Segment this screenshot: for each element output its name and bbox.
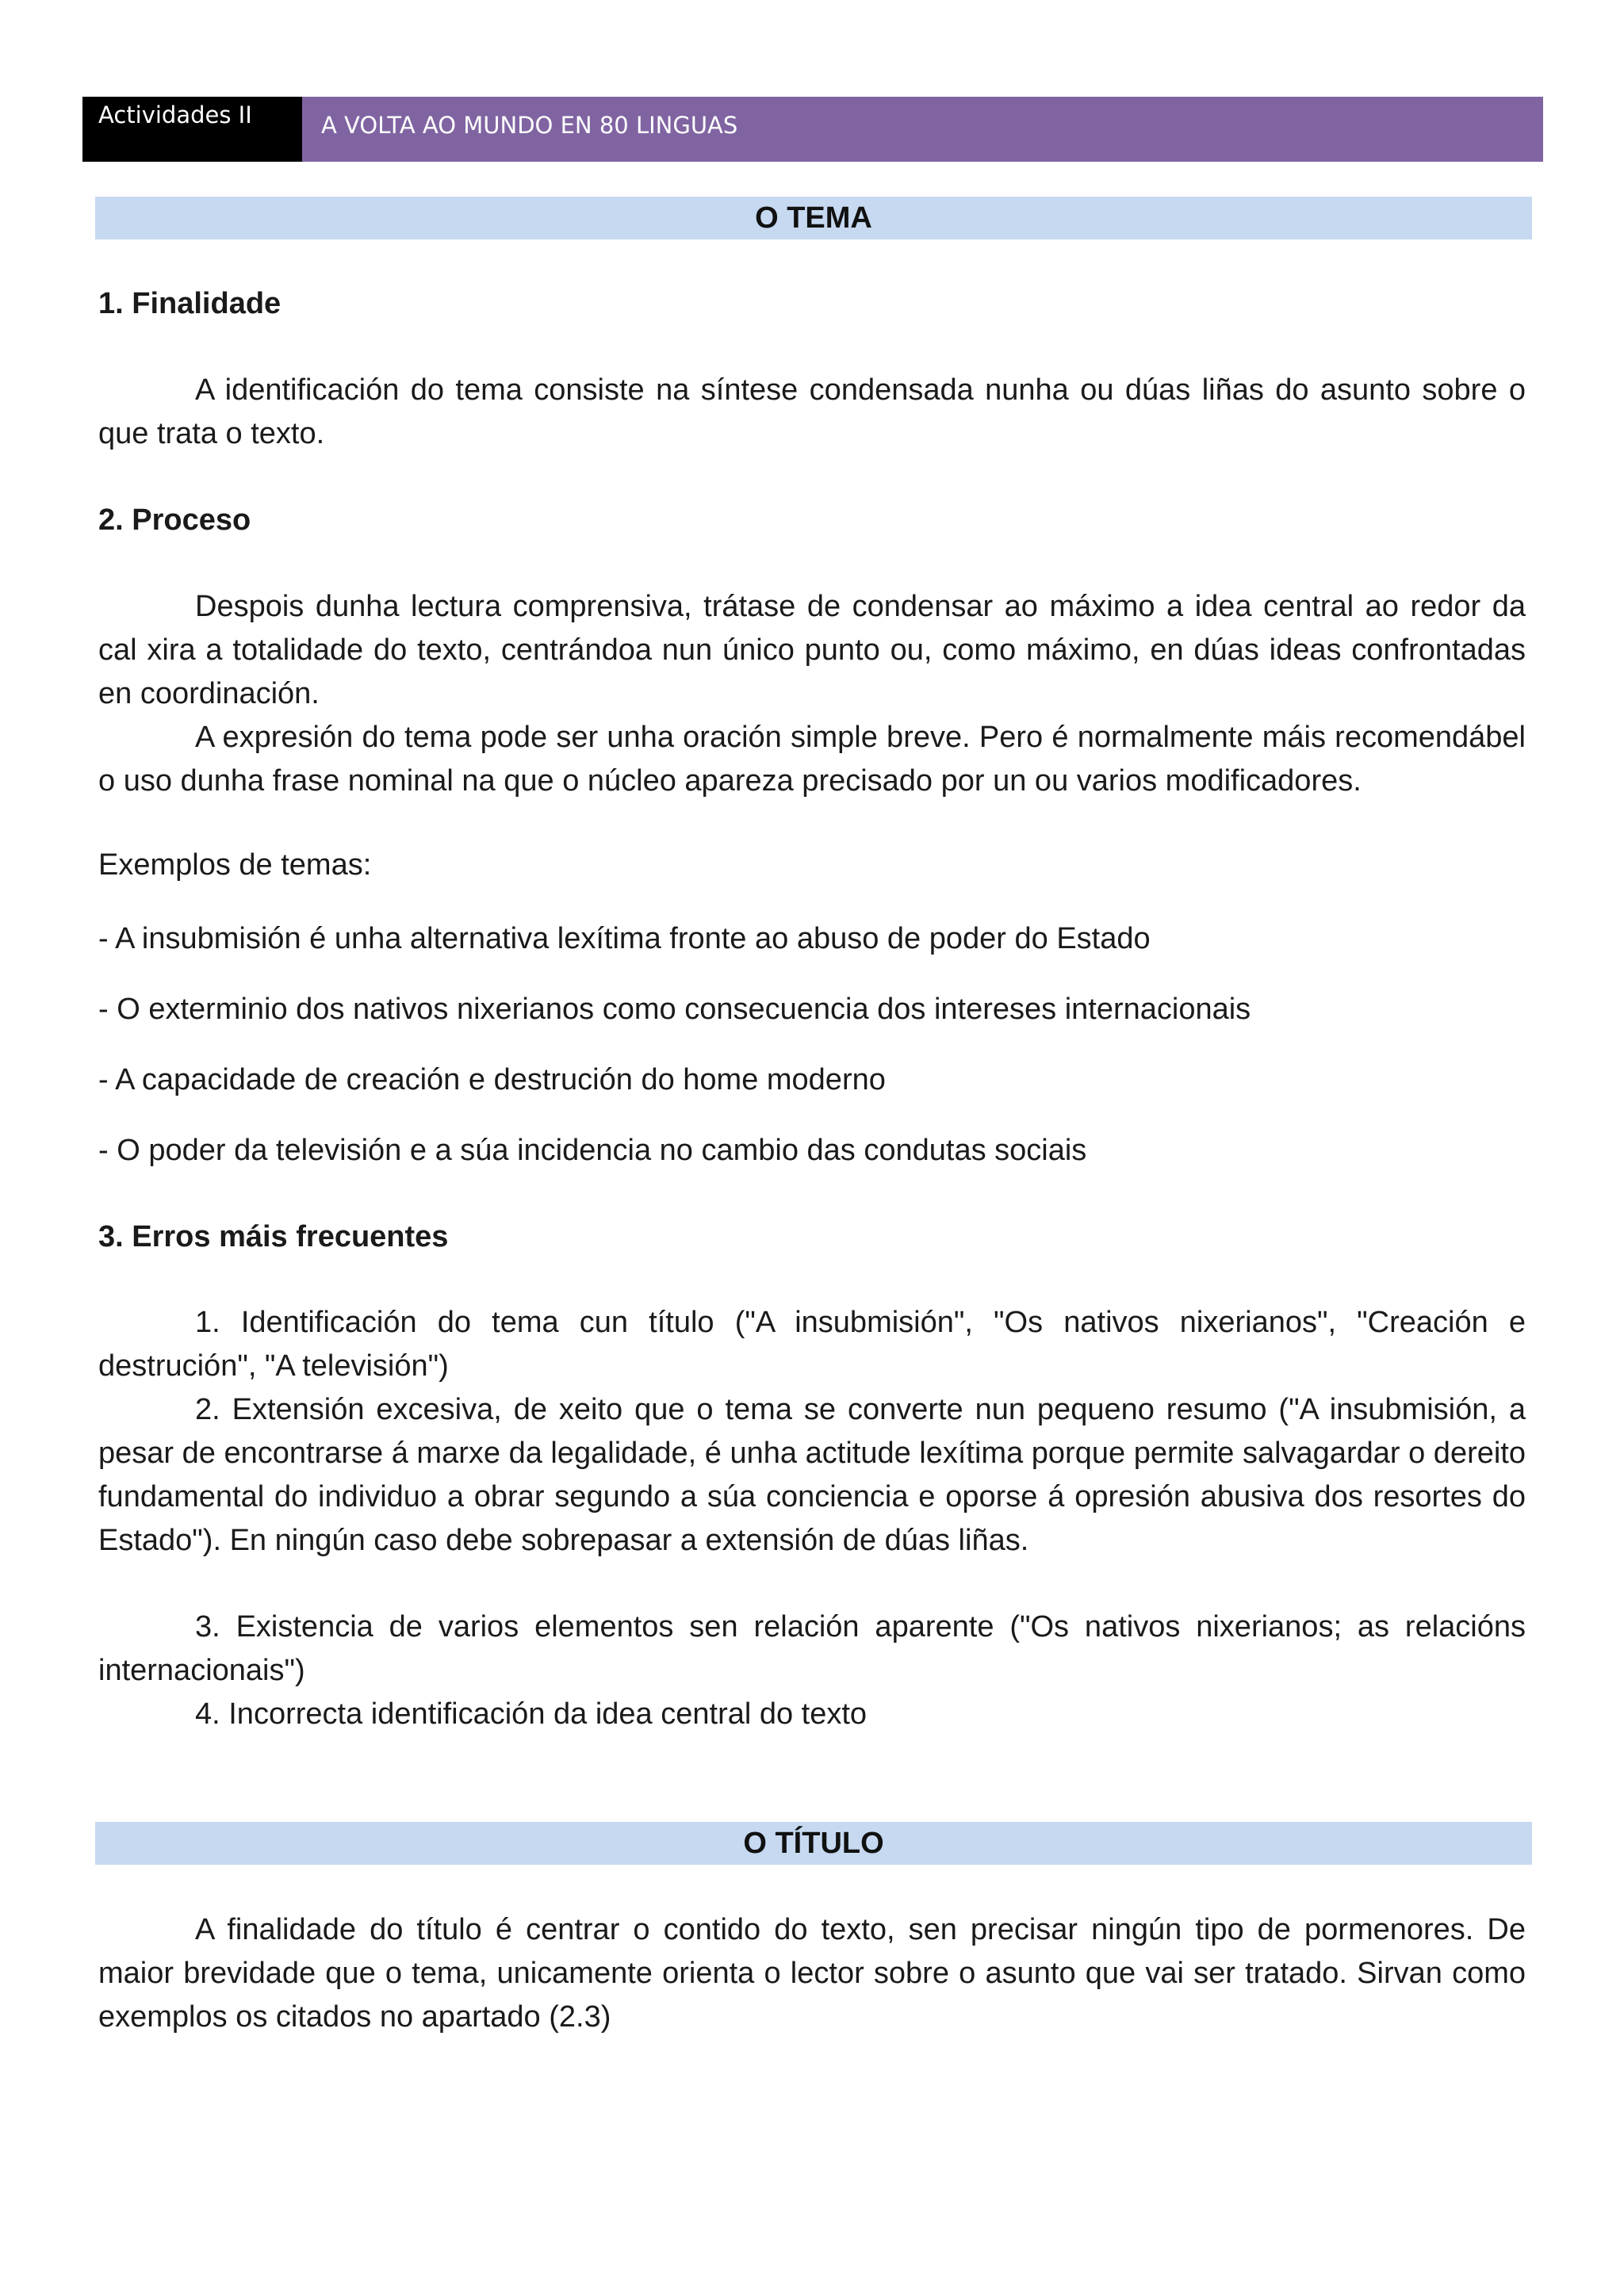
header-series-title: A VOLTA AO MUNDO EN 80 LINGUAS <box>302 97 1543 162</box>
example-item: - A capacidade de creación e destrución do home moderno <box>98 1063 886 1096</box>
examples-label: Exemplos de temas: <box>98 848 372 882</box>
section-title-tema: O TEMA <box>95 197 1532 239</box>
proceso-paragraph-1: Despois dunha lectura comprensiva, trátase de condensar ao máximo a idea central ao redor da cal xira a totalidade do texto, centrándoa nun único punto ou, como máximo, en dúas ideas confrontadas en coordinación. <box>98 590 1526 710</box>
erro-item-2: 2. Extensión excesiva, de xeito que o tema se converte nun pequeno resumo ("A insubmisión, a pesar de encontrarse á marxe da legalidade, é unha actitude lexítima porque permite salvagardar o dereito fundamental do individuo a obrar segundo a súa conciencia e oporse á opresión abusiva dos resortes do Estado"). En ningún caso debe sobrepasar a extensión de dúas liñas. <box>98 1393 1526 1557</box>
example-item: - O poder da televisión e a súa incidencia no cambio das condutas sociais <box>98 1134 1087 1167</box>
heading-finalidade: 1. Finalidade <box>98 287 282 320</box>
heading-erros: 3. Erros máis frecuentes <box>98 1220 449 1253</box>
erro-item-4: 4. Incorrecta identificación da idea central do texto <box>195 1697 868 1731</box>
finalidade-paragraph: A identificación do tema consiste na síntese condensada nunha ou dúas liñas do asunto sobre o que trata o texto. <box>98 373 1526 450</box>
section-title-titulo: O TÍTULO <box>95 1822 1532 1865</box>
example-item: - A insubmisión é unha alternativa lexítima fronte ao abuso de poder do Estado <box>98 922 1151 955</box>
example-item: - O exterminio dos nativos nixerianos como consecuencia dos intereses internacionais <box>98 993 1251 1026</box>
erro-item-3: 3. Existencia de varios elementos sen relación aparente ("Os nativos nixerianos; as relacións internacionais") <box>98 1610 1526 1687</box>
proceso-paragraph-2: A expresión do tema pode ser unha oración simple breve. Pero é normalmente máis recomendábel o uso dunha frase nominal na que o núcleo apareza precisado por un ou varios modificadores. <box>98 721 1526 798</box>
titulo-paragraph: A finalidade do título é centrar o contido do texto, sen precisar ningún tipo de pormenores. De maior brevidade que o tema, unicamente orienta o lector sobre o asunto que vai ser tratado. Sirvan como exemplos os citados no apartado (2.3) <box>98 1913 1526 2034</box>
erro-item-1: 1. Identificación do tema cun título ("A insubmisión", "Os nativos nixerianos", "Creación e destrución", "A televisión") <box>98 1306 1526 1383</box>
header-activity-label: Actividades II <box>82 97 302 162</box>
heading-proceso: 2. Proceso <box>98 503 251 537</box>
page-header <box>82 97 1543 162</box>
